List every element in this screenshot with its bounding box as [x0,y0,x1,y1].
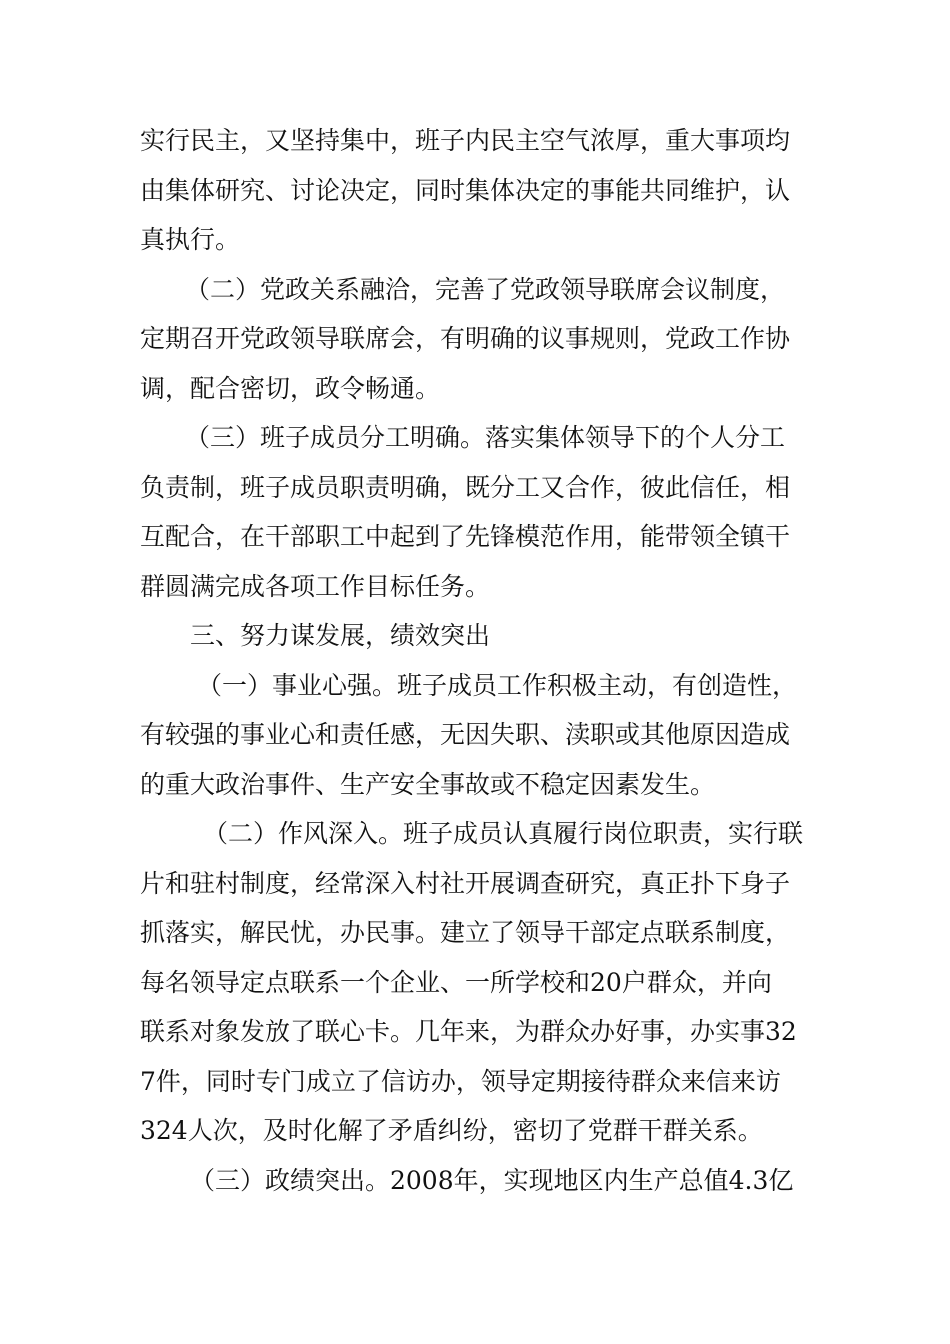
paragraph-start-line: （三）政绩突出。2008年，实现地区内生产总值4.3亿 [190,1165,794,1195]
text-line: 有较强的事业心和责任感，无因失职、渎职或其他原因造成 [140,720,791,749]
text-line: 抓落实，解民忧，办民事。建立了领导干部定点联系制度， [140,918,791,947]
section-heading: 三、努力谋发展，绩效突出 [190,621,491,650]
text-line: 群圆满完成各项工作目标任务。 [140,571,491,601]
paragraph-start-line: （二）作风深入。班子成员认真履行岗位职责，实行联 [203,819,804,848]
text-line: 互配合，在干部职工中起到了先锋模范作用，能带领全镇干 [140,522,791,551]
text-line: 调，配合密切，政令畅通。 [140,373,441,403]
text-line: 真执行。 [140,225,241,254]
text-line: 实行民主，又坚持集中，班子内民主空气浓厚，重大事项均 [140,126,791,155]
document-body [140,116,820,1205]
paragraph-start-line: （一）事业心强。班子成员工作积极主动，有创造性， [197,670,798,700]
text-line: 由集体研究、讨论决定，同时集体决定的事能共同维护，认 [140,175,791,205]
paragraph-start-line: （三）班子成员分工明确。落实集体领导下的个人分工 [185,423,786,452]
text-line: 324人次，及时化解了矛盾纠纷，密切了党群干群关系。 [140,1116,763,1145]
paragraph-start-line: （二）党政关系融洽，完善了党政领导联席会议制度， [185,274,786,304]
text-line: 每名领导定点联系一个企业、一所学校和20户群众，并向 [140,967,772,997]
text-line: 片和驻村制度，经常深入村社开展调查研究，真正扑下身子 [140,868,791,898]
text-line: 7件，同时专门成立了信访办，领导定期接待群众来信来访 [140,1066,781,1096]
text-line: 联系对象发放了联心卡。几年来，为群众办好事，办实事32 [140,1017,797,1046]
text-line: 定期召开党政领导联席会，有明确的议事规则，党政工作协 [140,324,791,353]
text-line: 负责制，班子成员职责明确，既分工又合作，彼此信任，相 [140,472,791,502]
text-line: 的重大政治事件、生产安全事故或不稳定因素发生。 [140,769,716,799]
